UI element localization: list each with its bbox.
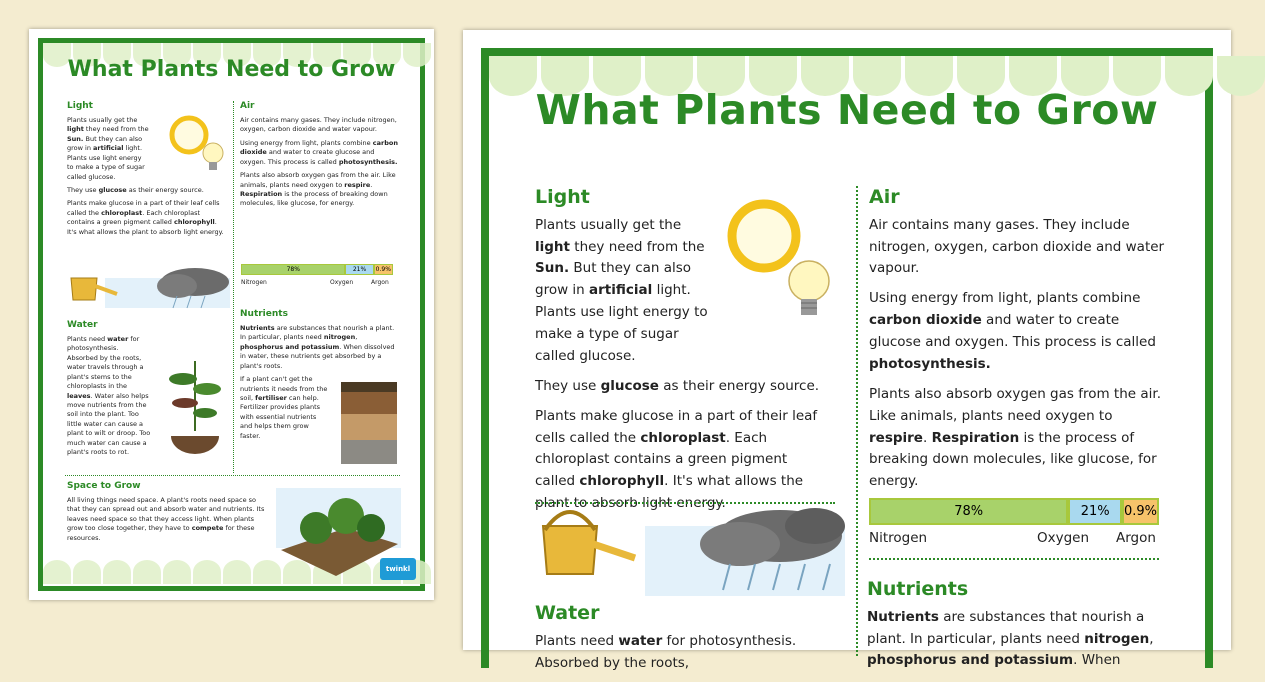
small-water-heading: Water — [67, 320, 98, 330]
small-air-section — [240, 100, 398, 213]
small-column-divider — [233, 101, 234, 473]
small-gas-bar — [241, 264, 393, 275]
large-column-divider — [856, 186, 858, 656]
small-light-paragraph-1: Plants usually get the light they need from the Sun. But they can also grow in artificial light. Plants use light energy to make a type of sugar called glucose. — [67, 116, 149, 181]
small-gas-segment-nitrogen: 78% — [241, 264, 345, 275]
small-space-heading: Space to Grow — [67, 481, 141, 491]
small-plant-roots-image — [163, 351, 228, 466]
large-light-paragraph-1: Plants usually get the light they need from the Sun. But they can also grow in artificial light. Plants use light energy to make a type of sugar called glucose. — [535, 216, 708, 364]
small-air-paragraph-2: Using energy from light, plants combine carbon dioxide and water to create glucose and oxygen. This process is called photosynthesis. — [240, 138, 398, 166]
large-water-heading: Water — [535, 602, 600, 624]
large-poster-page[interactable] — [463, 30, 1231, 671]
large-air-nutrients-divider — [869, 558, 1159, 560]
large-gas-label-argon: Argon — [1116, 530, 1156, 546]
large-gas-bar — [869, 498, 1159, 525]
large-gas-label-nitrogen: Nitrogen — [869, 530, 928, 546]
small-air-paragraph-3: Plants also absorb oxygen gas from the air. Like animals, plants need oxygen to respire. Respiration is the process of breaking down molecules, like glucose, for energy. — [240, 171, 396, 208]
small-light-paragraph-2: They use glucose as their energy source. — [67, 186, 204, 194]
large-sun-and-bulb-icon — [719, 191, 839, 321]
large-gas-segment-nitrogen: 78% — [869, 498, 1068, 525]
large-nutrients-heading: Nutrients — [867, 578, 969, 600]
large-gas-label-oxygen: Oxygen — [1037, 530, 1090, 546]
large-air-section — [869, 182, 1169, 501]
large-light-heading: Light — [535, 186, 590, 208]
twinkl-logo: twinkl — [380, 558, 416, 580]
large-air-paragraph-2: Using energy from light, plants combine carbon dioxide and water to create glucose and oxygen. This process is called photosynthesis. — [869, 290, 1156, 372]
large-watering-can-cloud-image — [525, 486, 845, 596]
small-sun-and-bulb-icon — [161, 107, 231, 177]
large-poster-title: What Plants Need to Grow — [535, 86, 1159, 134]
small-nutrients-heading: Nutrients — [240, 309, 288, 319]
small-air-paragraph-1: Air contains many gases. They include nitrogen, oxygen, carbon dioxide and water vapour. — [240, 116, 397, 134]
small-watering-can-cloud-image — [65, 258, 230, 310]
small-poster-frame — [38, 38, 425, 591]
large-water-section — [535, 598, 835, 682]
large-water-paragraph: Plants need water for photosynthesis. Absorbed by the roots, — [535, 632, 797, 671]
large-nutrients-section — [867, 574, 1167, 680]
small-light-heading: Light — [67, 101, 93, 111]
large-light-paragraph-2: They use glucose as their energy source. — [535, 377, 820, 394]
small-gas-label-oxygen: Oxygen — [330, 279, 354, 286]
small-poster-page[interactable] — [29, 29, 434, 600]
large-air-heading: Air — [869, 186, 900, 208]
small-nutrients-paragraph-2: If a plant can't get the nutrients it needs from the soil, fertiliser can help. Fertilizer provides plants with essential nutrients and helps them grow faster. — [240, 375, 328, 440]
large-air-paragraph-3: Plants also absorb oxygen gas from the air. Like animals, plants need oxygen to respire. Respiration is the process of breaking down molecules, like glucose, for energy. — [869, 385, 1161, 490]
small-nutrients-paragraph-1: Nutrients are substances that nourish a plant. In particular, plants need nitrogen, phosphorus and potassium. When dissolved in water, these nutrients get absorbed by a plant's roots. — [240, 324, 395, 370]
small-space-section — [67, 480, 267, 547]
large-light-paragraph-3: Plants make glucose in a part of their leaf cells called the chloroplast. Each chloroplast contains a green pigment called chlorophyll. It's what allows the plant to absorb light energy. — [535, 407, 818, 512]
small-gas-segment-argon: 0.9% — [374, 264, 393, 275]
small-gas-label-argon: Argon — [371, 279, 389, 286]
small-gas-label-nitrogen: Nitrogen — [241, 279, 267, 286]
large-air-paragraph-1: Air contains many gases. They include nitrogen, oxygen, carbon dioxide and water vapour. — [869, 216, 1165, 277]
large-nutrients-paragraph: Nutrients are substances that nourish a plant. In particular, plants need nitrogen, phosphorus and potassium. When — [867, 608, 1154, 669]
small-water-paragraph: Plants need water for photosynthesis. Absorbed by the roots, water travels through a plant's stems to the chloroplasts in the leaves. Water also helps move nutrients from the soil into the plant. Too little water can cause a plant to wilt or droop. Too much water can cause a plant's roots to rot. — [67, 335, 151, 457]
large-gas-segment-argon: 0.9% — [1122, 498, 1159, 525]
small-section-divider — [65, 475, 400, 476]
small-soil-layers-image — [339, 378, 399, 468]
small-space-paragraph: All living things need space. A plant's roots need space so that they can spread out and absorb water and nutrients. Its leaves need space so that they access light. When plants grow too close together, they have to compete for these resources. — [67, 496, 265, 542]
large-gas-segment-oxygen: 21% — [1068, 498, 1122, 525]
small-air-heading: Air — [240, 101, 255, 111]
large-poster-frame — [481, 48, 1213, 671]
small-poster-title: What Plants Need to Grow — [67, 57, 396, 82]
small-light-paragraph-3: Plants make glucose in a part of their leaf cells called the chloroplast. Each chloroplast contains a green pigment called chlorophyll. It's what allows the plant to absorb light energy. — [67, 199, 224, 236]
small-gas-segment-oxygen: 21% — [345, 264, 373, 275]
